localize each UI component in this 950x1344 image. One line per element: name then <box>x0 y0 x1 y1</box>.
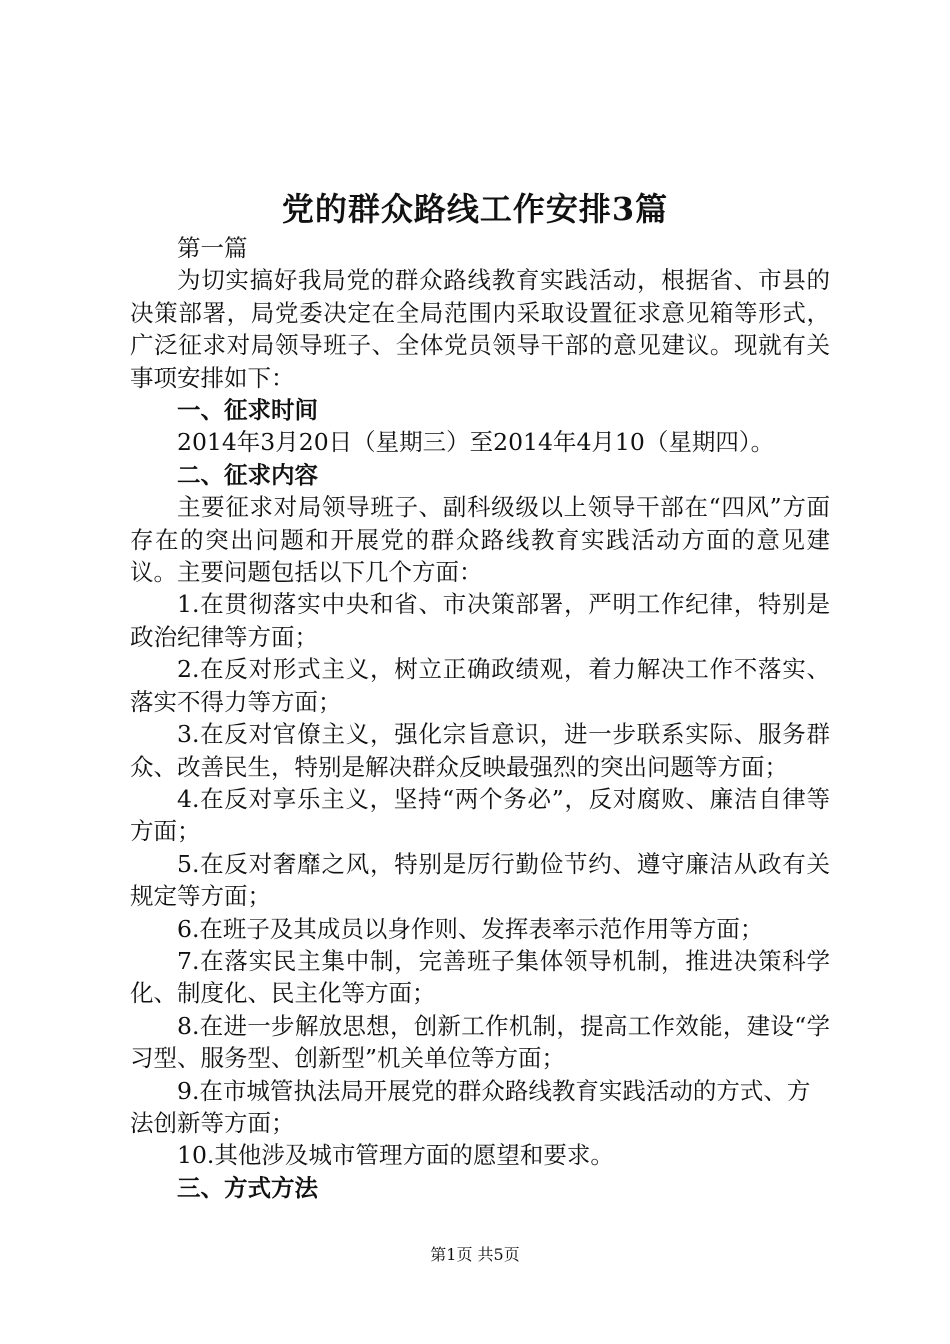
list-item: 10.其他涉及城市管理方面的愿望和要求。 <box>177 1141 614 1170</box>
list-item: 5.在反对奢靡之风，特别是厉行勤俭节约、遵守廉洁从政有关规定等方面； <box>130 849 830 911</box>
document-title: 党的群众路线工作安排3篇 <box>281 190 669 228</box>
heading-time: 一、征求时间 <box>177 396 318 425</box>
list-item: 9.在市城管执法局开展党的群众路线教育实践活动的方式、方法创新等方面； <box>130 1076 811 1137</box>
list-item: 1.在贯彻落实中央和省、市决策部署，严明工作纪律，特别是政治纪律等方面； <box>130 590 830 651</box>
list-item: 7.在落实民主集中制，完善班子集体领导机制，推进决策科学化、制度化、民主化等方面； <box>130 946 830 1008</box>
heading-content: 二、征求内容 <box>177 460 318 489</box>
page-footer: 第1页 共5页 <box>430 1245 520 1264</box>
heading-method: 三、方式方法 <box>177 1173 318 1202</box>
list-item: 3.在反对官僚主义，强化宗旨意识，进一步联系实际、服务群众、改善民生，特别是解决群众反映最强烈的突出问题等方面； <box>130 720 830 781</box>
list-item: 2.在反对形式主义，树立正确政绩观，着力解决工作不落实、落实不得力等方面； <box>130 655 830 716</box>
section-label: 第一篇 <box>177 234 248 262</box>
document-body <box>130 232 830 1204</box>
time-paragraph: 2014年3月20日（星期三）至2014年4月10（星期四）。 <box>177 428 775 457</box>
intro-paragraph: 为切实搞好我局党的群众路线教育实践活动，根据省、市县的决策部署，局党委决定在全局范围内采取设置征求意见箱等形式，广泛征求对局领导班子、全体党员领导干部的意见建议。现就有关事项安排如下： <box>130 266 830 392</box>
list-item: 6.在班子及其成员以身作则、发挥表率示范作用等方面； <box>177 914 764 943</box>
list-item: 8.在进一步解放思想，创新工作机制，提高工作效能，建设“学习型、服务型、创新型”机关单位等方面； <box>130 1011 830 1073</box>
content-paragraph: 主要征求对局领导班子、副科级级以上领导干部在“四风”方面存在的突出问题和开展党的群众路线教育实践活动方面的意见建议。主要问题包括以下几个方面： <box>130 493 830 587</box>
list-item: 4.在反对享乐主义，坚持“两个务必”，反对腐败、廉洁自律等方面； <box>130 784 830 846</box>
